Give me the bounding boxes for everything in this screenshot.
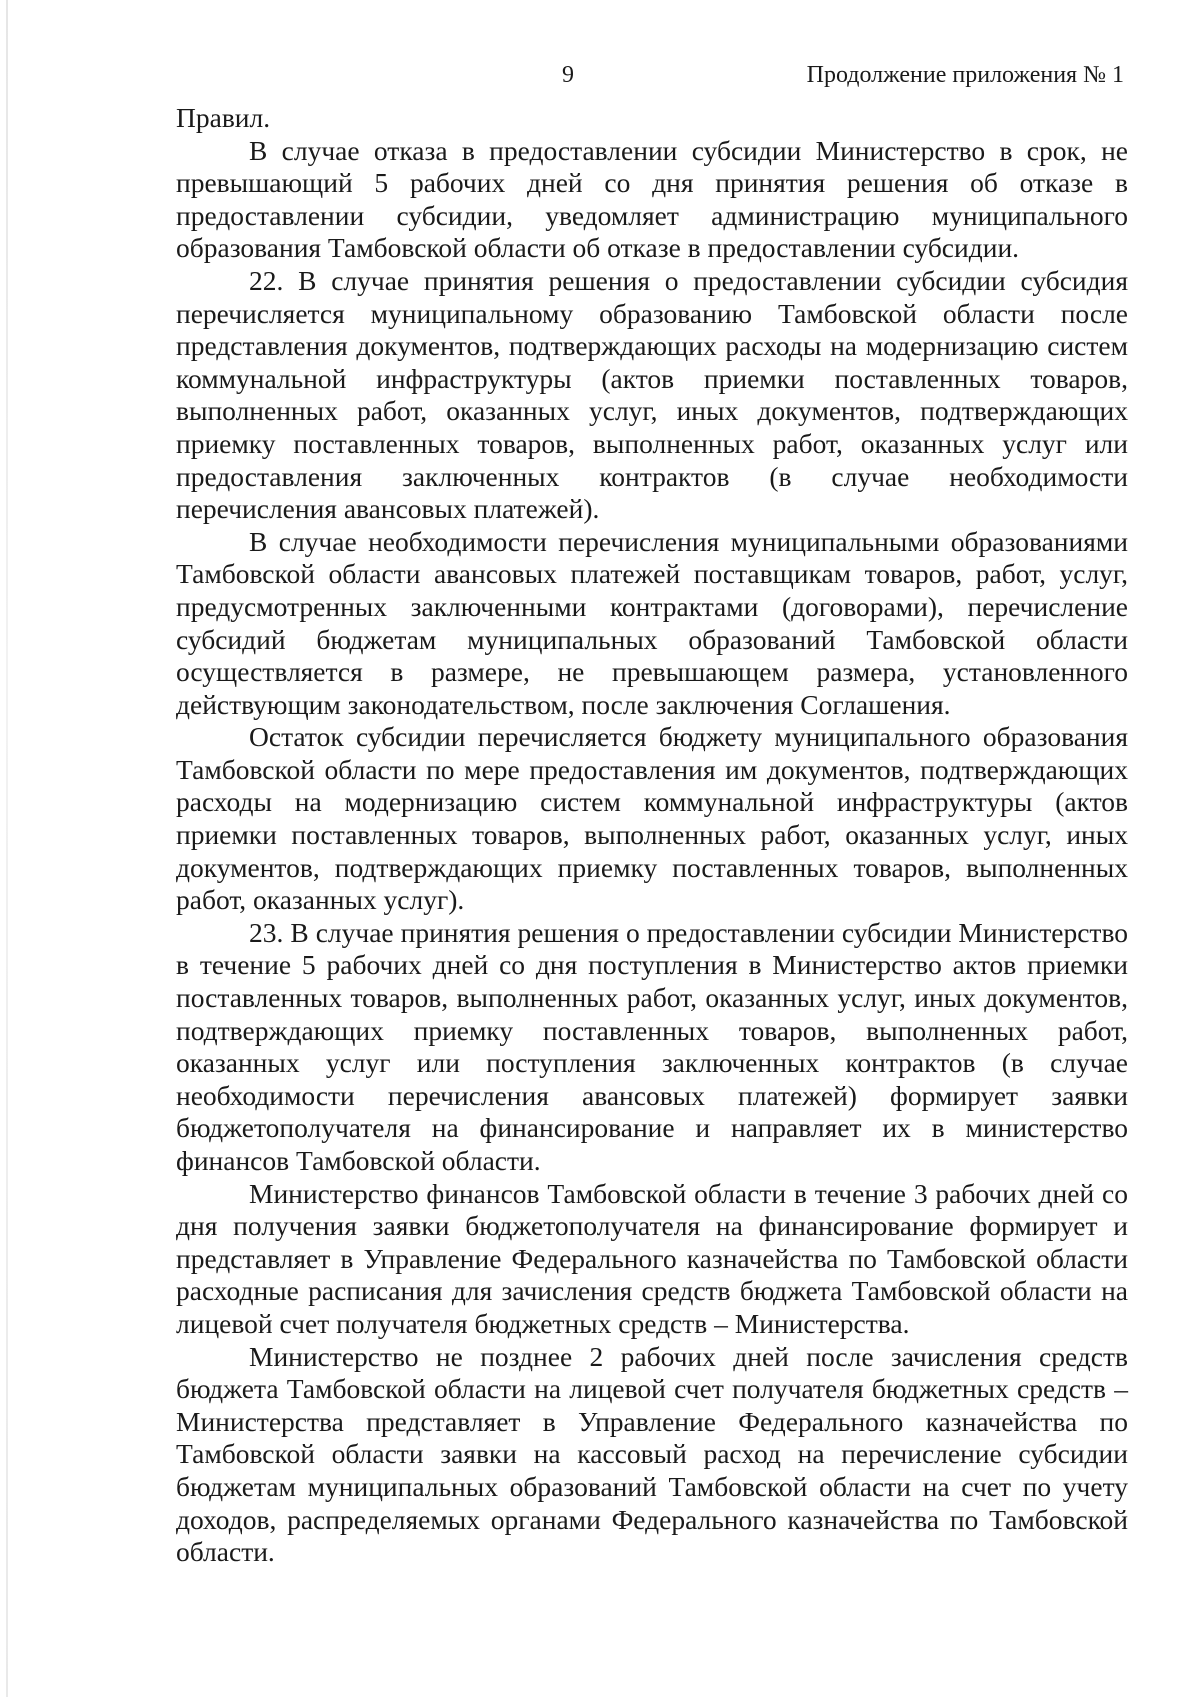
scan-edge-shadow — [6, 0, 8, 1697]
page-number: 9 — [562, 62, 574, 88]
paragraph-treasury-request: Министерство не позднее 2 рабочих дней после зачисления средств бюджета Тамбовской области на лицевой счет получателя бюджетных средств – Министерства представляет в Управление Федерального казначейства по Тамбовской области заявки на кассовый расход на перечисление субсидии бюджетам муниципальных образований Тамбовской области на счет по учету доходов, распределяемых органами Федерального казначейства по Тамбовской области. — [176, 1340, 1128, 1568]
paragraph-item-23: 23. В случае принятия решения о предоставлении субсидии Министерство в течение 5 рабочих дней со дня поступления в Министерство актов приемки поставленных товаров, выполненных работ, оказанных услуг, иных документов, подтверждающих приемку поставленных товаров, выполненных работ, оказанных услуг или поступления заключенных контрактов (в случае необходимости перечисления авансовых платежей) формирует заявки бюджетополучателя на финансирование и направляет их в министерство финансов Тамбовской области. — [176, 916, 1128, 1176]
paragraph-refusal-notice: В случае отказа в предоставлении субсидии Министерство в срок, не превышающий 5 рабочих дней со дня принятия решения об отказе в предоставлении субсидии, уведомляет администрацию муниципального образования Тамбовской области об отказе в предоставлении субсидии. — [176, 134, 1128, 264]
paragraph-continuation: Правил. — [176, 102, 271, 133]
paragraph-item-22: 22. В случае принятия решения о предоставлении субсидии субсидия перечисляется муниципальному образованию Тамбовской области после представления документов, подтверждающих расходы на модернизацию систем коммунальной инфраструктуры (актов приемки поставленных товаров, выполненных работ, оказанных услуг, иных документов, подтверждающих приемку поставленных товаров, выполненных работ, оказанных услуг или предоставления заключенных контрактов (в случае необходимости перечисления авансовых платежей). — [176, 264, 1128, 525]
running-title: Продолжение приложения № 1 — [806, 62, 1124, 88]
paragraph-advance-payments: В случае необходимости перечисления муниципальными образованиями Тамбовской области авансовых платежей поставщикам товаров, работ, услуг, предусмотренных заключенными контрактами (договорами), перечисление субсидий бюджетам муниципальных образований Тамбовской области осуществляется в размере, не превышающем размера, установленного действующим законодательством, после заключения Соглашения. — [176, 525, 1128, 720]
document-body — [176, 102, 1128, 1569]
paragraph-finance-ministry: Министерство финансов Тамбовской области в течение 3 рабочих дней со дня получения заявки бюджетополучателя на финансирование формирует и представляет в Управление Федерального казначейства по Тамбовской области расходные расписания для зачисления средств бюджета Тамбовской области на лицевой счет получателя бюджетных средств – Министерства. — [176, 1177, 1128, 1339]
paragraph-subsidy-balance: Остаток субсидии перечисляется бюджету муниципального образования Тамбовской области по мере предоставления им документов, подтверждающих расходы на модернизацию систем коммунальной инфраструктуры (актов приемки поставленных товаров, выполненных работ, оказанных услуг, иных документов, подтверждающих приемку поставленных товаров, выполненных работ, оказанных услуг). — [176, 721, 1128, 916]
